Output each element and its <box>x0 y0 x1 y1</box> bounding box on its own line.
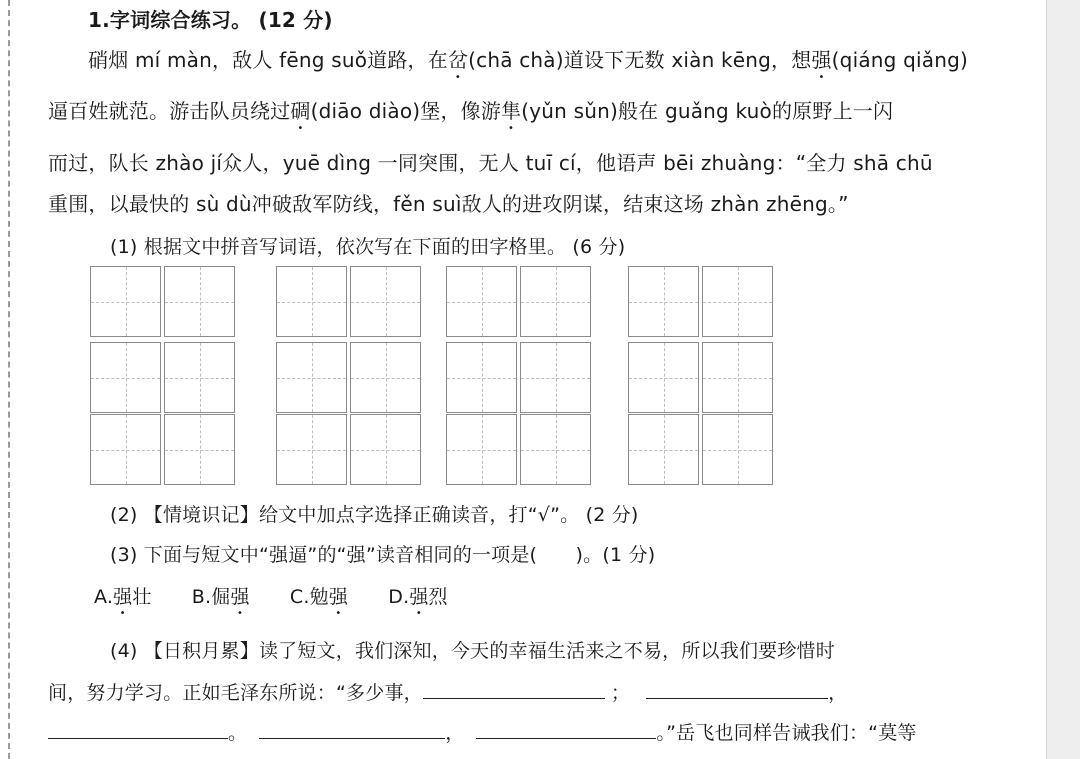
passage-line-3: 而过，队长 zhào jí众人，yuē dìng 一同突围，无人 tuī cí，他语声 bēi zhuàng：“全力 shā chū <box>48 151 933 175</box>
option-c[interactable]: C.勉强 <box>289 586 349 608</box>
question-4-text: 间，努力学习。正如毛泽东所说：“多少事， <box>48 682 423 704</box>
option-a[interactable]: A.强壮 <box>94 586 152 608</box>
tianzige-cell[interactable] <box>164 414 235 485</box>
passage-text: 逼百姓就范。游击队员绕过 <box>48 99 291 123</box>
question-4-line-2: 间，努力学习。正如毛泽东所说：“多少事， ； ， <box>48 678 847 705</box>
dotted-char: 岔 <box>447 48 469 72</box>
option-d[interactable]: D.强烈 <box>388 586 448 608</box>
passage-text: (yǔn sǔn)般在 guǎng kuò的原野上一闪 <box>521 99 894 123</box>
answer-blank-4[interactable] <box>259 718 445 739</box>
tianzige-cell[interactable] <box>446 266 517 337</box>
question-4-text: 。”岳飞也同样告诫我们：“莫等 <box>656 722 917 744</box>
tianzige-cell[interactable] <box>90 266 161 337</box>
passage-text: 硝烟 mí màn，敌人 fēng suǒ道路，在 <box>88 48 448 72</box>
tianzige-cell[interactable] <box>350 266 421 337</box>
dotted-char: 碉 <box>290 99 311 123</box>
tianzige-cell[interactable] <box>276 266 347 337</box>
question-2: (2) 【情境识记】给文中加点字选择正确读音，打“√”。 (2 分) <box>110 504 639 526</box>
tianzige-cell[interactable] <box>276 414 347 485</box>
tianzige-cell[interactable] <box>520 414 591 485</box>
passage-text: (diāo diào)堡，像游 <box>310 99 502 123</box>
answer-blank-3[interactable] <box>48 718 228 739</box>
question-4-line-1: (4) 【日积月累】读了短文，我们深知，今天的幸福生活来之不易，所以我们要珍惜时 <box>110 640 835 662</box>
tianzige-cell[interactable] <box>702 342 773 413</box>
answer-blank-1[interactable] <box>423 678 605 699</box>
question-1: (1) 根据文中拼音写词语，依次写在下面的田字格里。 (6 分) <box>110 236 626 258</box>
tianzige-cell[interactable] <box>628 342 699 413</box>
page-edge-shadow <box>1046 0 1080 759</box>
question-title: 1.字词综合练习。 (12 分) <box>88 8 333 32</box>
passage-line-4: 重围，以最快的 sù dù冲破敌军防线，fěn suì敌人的进攻阴谋，结束这场 zhàn zhēng。” <box>48 192 849 216</box>
options-row <box>94 582 482 619</box>
tianzige-cell[interactable] <box>520 342 591 413</box>
passage-text: (chā chà)道设下无数 xiàn kēng，想 <box>468 48 812 72</box>
tianzige-cell[interactable] <box>90 414 161 485</box>
passage-text: (qiáng qiǎng) <box>831 48 968 72</box>
dotted-char: 强 <box>811 48 832 72</box>
answer-blank-2[interactable] <box>646 678 828 699</box>
tianzige-cell[interactable] <box>164 342 235 413</box>
tianzige-cell[interactable] <box>90 342 161 413</box>
tianzige-cell[interactable] <box>520 266 591 337</box>
question-4-line-3: 。 ， 。”岳飞也同样告诫我们：“莫等 <box>48 718 917 745</box>
tianzige-cell[interactable] <box>164 266 235 337</box>
tianzige-cell[interactable] <box>628 414 699 485</box>
binding-dashed-line <box>8 0 10 759</box>
tianzige-cell[interactable] <box>628 266 699 337</box>
answer-blank-5[interactable] <box>476 718 656 739</box>
tianzige-cell[interactable] <box>446 342 517 413</box>
question-3: (3) 下面与短文中“强逼”的“强”读音相同的一项是( )。(1 分) <box>110 544 656 566</box>
dotted-char: 隼 <box>501 99 522 123</box>
tianzige-cell[interactable] <box>350 342 421 413</box>
passage-line-2 <box>48 95 893 134</box>
tianzige-cell[interactable] <box>702 414 773 485</box>
tianzige-cell[interactable] <box>350 414 421 485</box>
tianzige-cell[interactable] <box>276 342 347 413</box>
tianzige-cell[interactable] <box>702 266 773 337</box>
tianzige-cell[interactable] <box>446 414 517 485</box>
option-b[interactable]: B.倔强 <box>191 586 250 608</box>
passage-line-1 <box>88 44 968 83</box>
